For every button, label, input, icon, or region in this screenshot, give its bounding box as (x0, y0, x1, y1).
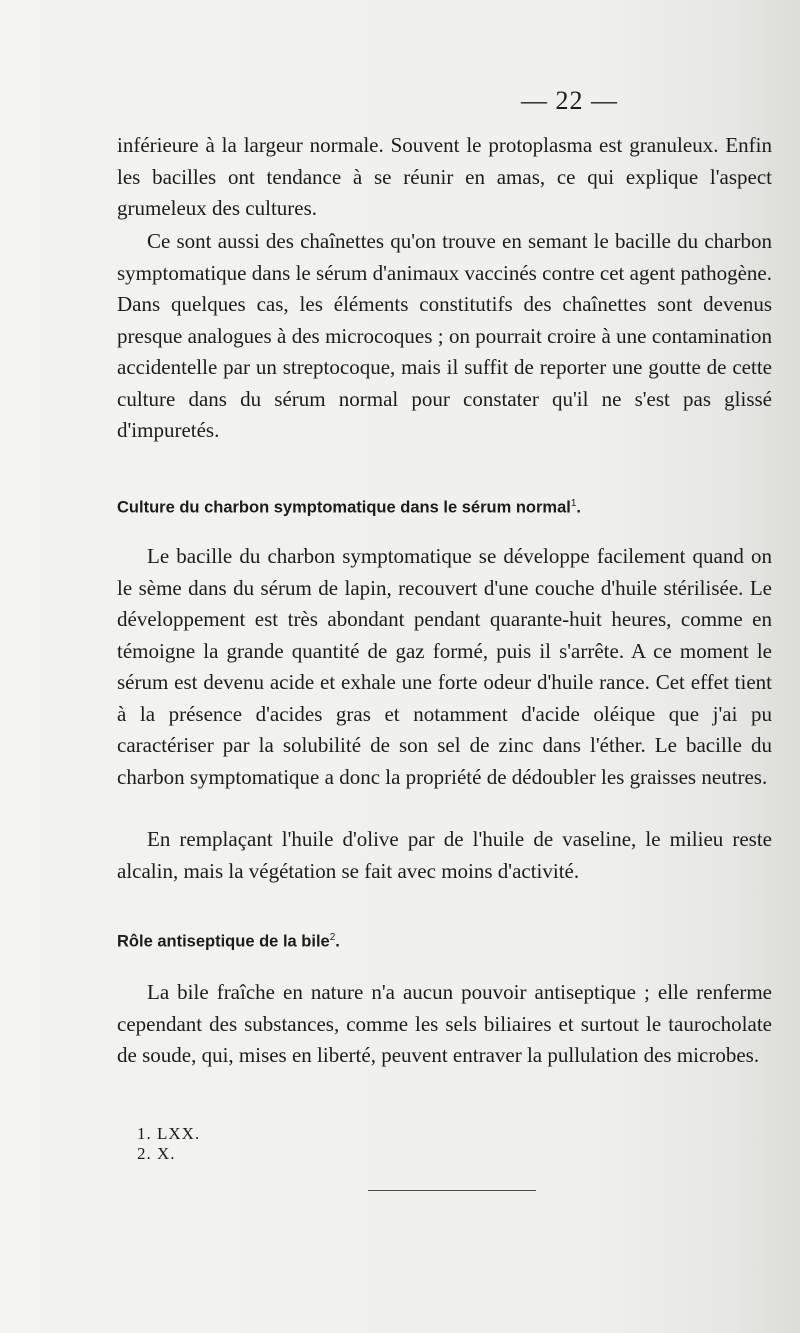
section-heading-culture-text: Culture du charbon symptomatique dans le sérum normal (117, 498, 571, 517)
paragraph-vaseline: En remplaçant l'huile d'olive par de l'huile de vaseline, le milieu reste alcalin, mais la végétation se fait avec moins d'activité. (117, 827, 772, 883)
page-number: — 22 — (521, 86, 618, 115)
footnote-2: 2. X. (137, 1144, 176, 1163)
heading-period: . (335, 932, 340, 951)
paragraph-continuation: inférieure à la largeur normale. Souvent le protoplasma est granuleux. Enfin les bacilles ont tendance à se réunir en amas, ce qui explique l'aspect grumeleux des cultures. (117, 133, 772, 220)
section-heading-bile (117, 932, 340, 952)
paragraph-serum-culture: Le bacille du charbon symptomatique se développe facilement quand on le sème dans du sérum de lapin, recouvert d'une couche d'huile stérilisée. Le développement est très abondant pendant quarante-huit heures, comme en témoigne la grande quantité de gaz formé, puis il s'arrête. A ce moment le sérum est devenu acide et exhale une forte odeur d'huile rance. Cet effet tient à la présence d'acides gras et notamment d'acide oléique que j'ai pu caractériser par la solubilité de son sel de zinc dans l'éther. Le bacille du charbon symptomatique a donc la propriété de dédoubler les graisses neutres. (117, 544, 772, 789)
footnote-ref-2[interactable]: 2 (329, 932, 336, 943)
footnote-1: 1. LXX. (137, 1124, 201, 1143)
section-heading-culture (117, 498, 581, 518)
footnote-ref-1[interactable]: 1 (570, 498, 577, 509)
section-heading-bile-text: Rôle antiseptique de la bile (117, 932, 330, 951)
end-rule-divider (368, 1190, 536, 1191)
heading-period: . (576, 498, 581, 517)
paragraph-chainettes: Ce sont aussi des chaînettes qu'on trouve en semant le bacille du charbon symptomatique dans le sérum d'animaux vaccinés contre cet agent pathogène. Dans quelques cas, les éléments constitutifs des chaînettes sont devenus presque analogues à des microcoques ; on pourrait croire à une contamination accidentelle par un streptocoque, mais il suffit de reporter une goutte de cette culture dans du sérum normal pour constater qu'il ne s'est pas glissé d'impuretés. (117, 229, 772, 442)
paragraph-bile: La bile fraîche en nature n'a aucun pouvoir antiseptique ; elle renferme cependant des substances, comme les sels biliaires et surtout le taurocholate de soude, qui, mises en liberté, peuvent entraver la pullulation des microbes. (117, 980, 772, 1067)
